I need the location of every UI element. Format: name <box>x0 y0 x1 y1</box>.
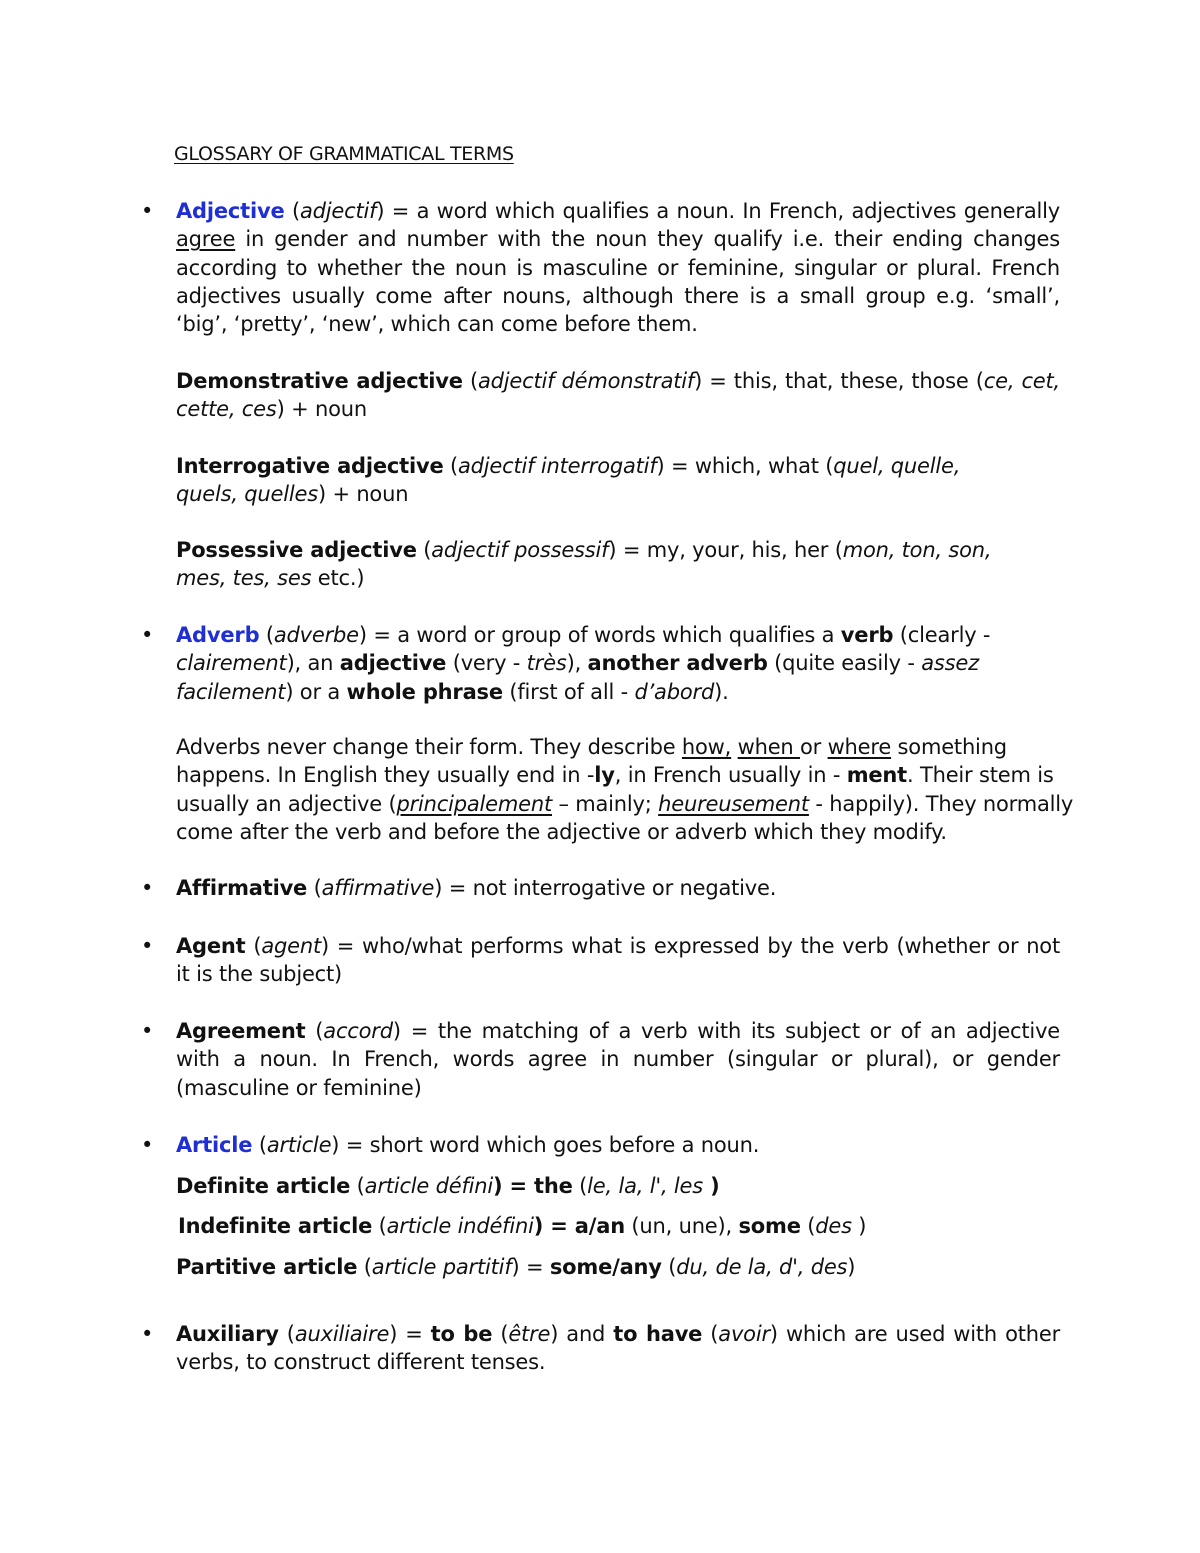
term-article: Article <box>176 1133 253 1157</box>
entry-auxiliary: Auxiliary (auxiliaire) = to be (être) and to have (avoir) which are used with other verbs, to construct different tenses. <box>176 1322 1061 1375</box>
term-adverb: Adverb <box>176 623 260 647</box>
term-affirmative: Affirmative <box>176 876 308 900</box>
bullet: • <box>141 623 154 647</box>
entry-demonstrative-adjective: Demonstrative adjective (adjectif démonstratif) = this, that, these, those (ce, cet, cette, ces) + noun <box>176 369 1061 422</box>
entry-adjective: Adjective (adjectif) = a word which qualifies a noun. In French, adjectives generally agree in gender and number with the noun they qualify i.e. their ending changes according to whether the noun is masculine or feminine, singular or plural. French adjectives usually come after nouns, although there is a small group e.g. ‘small’, ‘big’, ‘pretty’, ‘new’, which can come before them. <box>176 199 1061 337</box>
term-possessive-adjective: Possessive adjective <box>176 538 417 562</box>
bullet: • <box>141 1133 154 1157</box>
term-indefinite-article: Indefinite article <box>178 1214 373 1238</box>
entry-article: Article (article) = short word which goes before a noun. <box>176 1133 760 1157</box>
term-agreement: Agreement <box>176 1019 306 1043</box>
entry-indefinite-article: Indefinite article (article indéfini) = a/an (un, une), some (des ) <box>178 1214 867 1238</box>
bullet: • <box>141 876 154 900</box>
bullet: • <box>141 1322 154 1346</box>
entry-affirmative: Affirmative (affirmative) = not interrogative or negative. <box>176 876 777 900</box>
entry-agreement: Agreement (accord) = the matching of a verb with its subject or of an adjective with a noun. In French, words agree in number (singular or plural), or gender (masculine or feminine) <box>176 1019 1061 1100</box>
adverb-note: Adverbs never change their form. They describe how, when or where something happens. In English they usually end in -ly, in French usually in - ment. Their stem is usually an adjective (principalement – mainly; heureusement - happily). They normally come after the verb and before the adjective or adverb which they modify. <box>176 735 1074 844</box>
entry-possessive-adjective: Possessive adjective (adjectif possessif) = my, your, his, her (mon, ton, son, mes, tes, ses etc.) <box>176 538 992 591</box>
entry-definite-article: Definite article (article défini) = the (le, la, l', les ) <box>176 1174 720 1198</box>
bullet: • <box>141 934 154 958</box>
term-partitive-article: Partitive article <box>176 1255 358 1279</box>
term-agent: Agent <box>176 934 246 958</box>
term-adjective: Adjective <box>176 199 285 223</box>
term-demonstrative-adjective: Demonstrative adjective <box>176 369 463 393</box>
bullet: • <box>141 199 154 223</box>
term-auxiliary: Auxiliary <box>176 1322 279 1346</box>
term-interrogative-adjective: Interrogative adjective <box>176 454 444 478</box>
entry-partitive-article: Partitive article (article partitif) = some/any (du, de la, d', des) <box>176 1255 856 1279</box>
term-definite-article: Definite article <box>176 1174 351 1198</box>
entry-adverb: Adverb (adverbe) = a word or group of words which qualifies a verb (clearly - clairement), an adjective (very - très), another adverb (quite easily - assez facilement) or a whole phrase (first of all - d’abord). <box>176 623 991 704</box>
bullet: • <box>141 1019 154 1043</box>
page-title: GLOSSARY OF GRAMMATICAL TERMS <box>174 143 514 165</box>
entry-interrogative-adjective: Interrogative adjective (adjectif interrogatif) = which, what (quel, quelle, quels, quelles) + noun <box>176 454 961 507</box>
entry-agent: Agent (agent) = who/what performs what is expressed by the verb (whether or not it is the subject) <box>176 934 1060 987</box>
